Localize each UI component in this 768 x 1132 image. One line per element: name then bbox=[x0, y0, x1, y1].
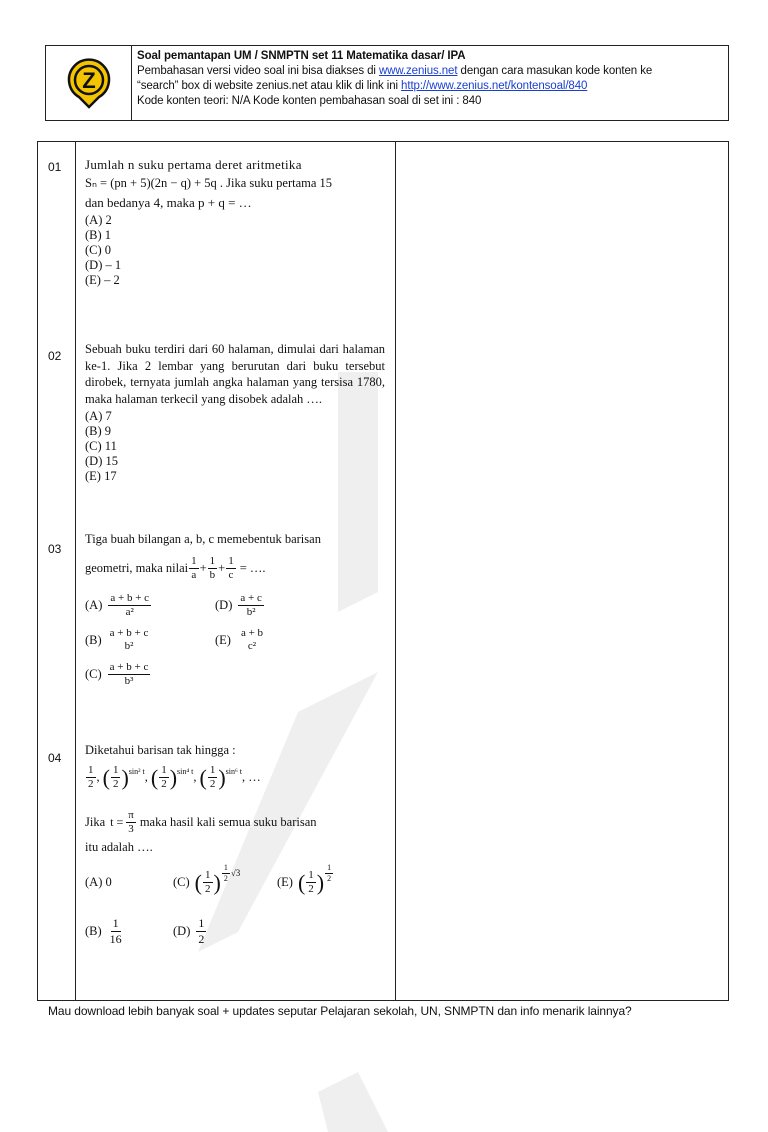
option-d: (D) $\frac{1}{2}$ bbox=[173, 916, 205, 946]
option-c: (C) $\frac{a + b + c}{\text{b³}}$ bbox=[85, 661, 149, 687]
question-stem: dan bedanya 4, maka p + q = … bbox=[85, 195, 252, 210]
question-stem: Diketahui barisan tak hingga : bbox=[85, 743, 236, 757]
option: (D) – 1 bbox=[85, 258, 122, 272]
option: (E) 17 bbox=[85, 469, 117, 483]
question-02 bbox=[85, 341, 385, 484]
column-divider bbox=[75, 142, 76, 1000]
logo-cell bbox=[46, 46, 132, 120]
header-line-2: Pembahasan versi video soal ini bisa diakses di www.zenius.net dengan cara masukan kode konten ke bbox=[137, 65, 653, 77]
option-row bbox=[85, 863, 385, 895]
question-stem: Tiga buah bilangan a, b, c memebentuk barisan bbox=[85, 532, 321, 546]
question-stem: Sebuah buku terdiri dari 60 halaman, dimulai dari halaman ke-1. Jika 2 lembar yang berurutan dari buku tersebut dirobek, ternyata jumlah angka halaman yang tersisa 1780, maka halaman terkecil yang disobek adalah …. bbox=[85, 342, 385, 406]
option-b: (B) $\frac{1}{16}$ bbox=[85, 916, 122, 946]
option: (C) 11 bbox=[85, 439, 117, 453]
kontensoal-link[interactable]: http://www.zenius.net/kontensoal/840 bbox=[401, 80, 588, 92]
option: (E) – 2 bbox=[85, 273, 120, 287]
question-number: 01 bbox=[48, 160, 62, 174]
question-01 bbox=[85, 156, 385, 288]
option: (B) 9 bbox=[85, 424, 112, 438]
question-stem: Jika t = $\frac{\pi}{3}$ maka hasil kali semua suku barisan bbox=[85, 809, 317, 835]
header-line-4: Kode konten teori: N/A Kode konten pembahasan soal di set ini : 840 bbox=[137, 95, 482, 107]
footer-text: Mau download lebih banyak soal + updates seputar Pelajaran sekolah, UN, SNMPTN dan info menarik lainnya? bbox=[48, 1004, 632, 1018]
header-line-3: “search” box di website zenius.net atau klik di link ini http://www.zenius.net/kontensoal/840 bbox=[137, 80, 588, 92]
question-stem: Sₙ = (pn + 5)(2n − q) + 5q . Jika suku pertama 15 bbox=[85, 176, 333, 190]
header-title: Soal pemantapan UM / SNMPTN set 11 Matematika dasar/ IPA bbox=[137, 50, 466, 62]
question-04 bbox=[85, 742, 385, 946]
option-a: (A) 0 bbox=[85, 875, 112, 889]
question-stem: geometri, maka nilai $\frac{1}{a}$ + $\frac{1}{b}$ + $\frac{1}{c}$ = …. bbox=[85, 555, 266, 581]
option-row bbox=[85, 593, 385, 618]
document-header bbox=[45, 45, 729, 121]
option: (A) 7 bbox=[85, 409, 112, 423]
option-e: (E) a + b c² bbox=[215, 627, 264, 652]
option: (A) 2 bbox=[85, 213, 112, 227]
option-e: (E) ( $\frac{1}{2}$ ) $\frac{1}{2}$ bbox=[277, 863, 332, 895]
fraction: $\frac{1}{c}$ bbox=[228, 555, 234, 581]
question-stem: Jumlah n suku pertama deret aritmetika bbox=[85, 157, 302, 172]
question-number: 03 bbox=[48, 542, 62, 556]
question-stem: itu adalah …. bbox=[85, 840, 153, 854]
option: (C) 0 bbox=[85, 243, 112, 257]
option-c: (C) ( $\frac{1}{2}$ ) $\frac{1}{2}$ √3 bbox=[173, 863, 241, 895]
svg-text:Z: Z bbox=[81, 68, 96, 93]
question-03 bbox=[85, 531, 385, 687]
zenius-logo bbox=[65, 57, 113, 109]
zenius-link[interactable]: www.zenius.net bbox=[378, 65, 458, 77]
option-b: (B) a + b + c b² bbox=[85, 627, 149, 652]
option: (D) 15 bbox=[85, 454, 118, 468]
option-d: (D) $\frac{a + c}{\text{b²}}$ bbox=[215, 592, 262, 618]
option-row bbox=[85, 628, 385, 652]
fraction: $\frac{1}{b}$ bbox=[209, 555, 216, 581]
question-table bbox=[37, 141, 729, 1001]
option-a: (A) $\frac{a + b + c}{\text{a²}}$ bbox=[85, 592, 150, 618]
header-text bbox=[132, 46, 652, 120]
fraction: $\frac{1}{a}$ bbox=[191, 555, 197, 581]
question-number: 02 bbox=[48, 349, 62, 363]
option-row bbox=[85, 917, 385, 946]
sequence: $\frac{1}{2}$ , ( $\frac{1}{2}$ ) $^{sin^2 t}$ , ( $\frac{1}{2}$ ) $^{sin^4 t}$ , ( $\frac{1}{2}$ ) $^{sin^6 t}$ , … bbox=[88, 764, 261, 790]
option: (B) 1 bbox=[85, 228, 112, 242]
question-number: 04 bbox=[48, 751, 62, 765]
